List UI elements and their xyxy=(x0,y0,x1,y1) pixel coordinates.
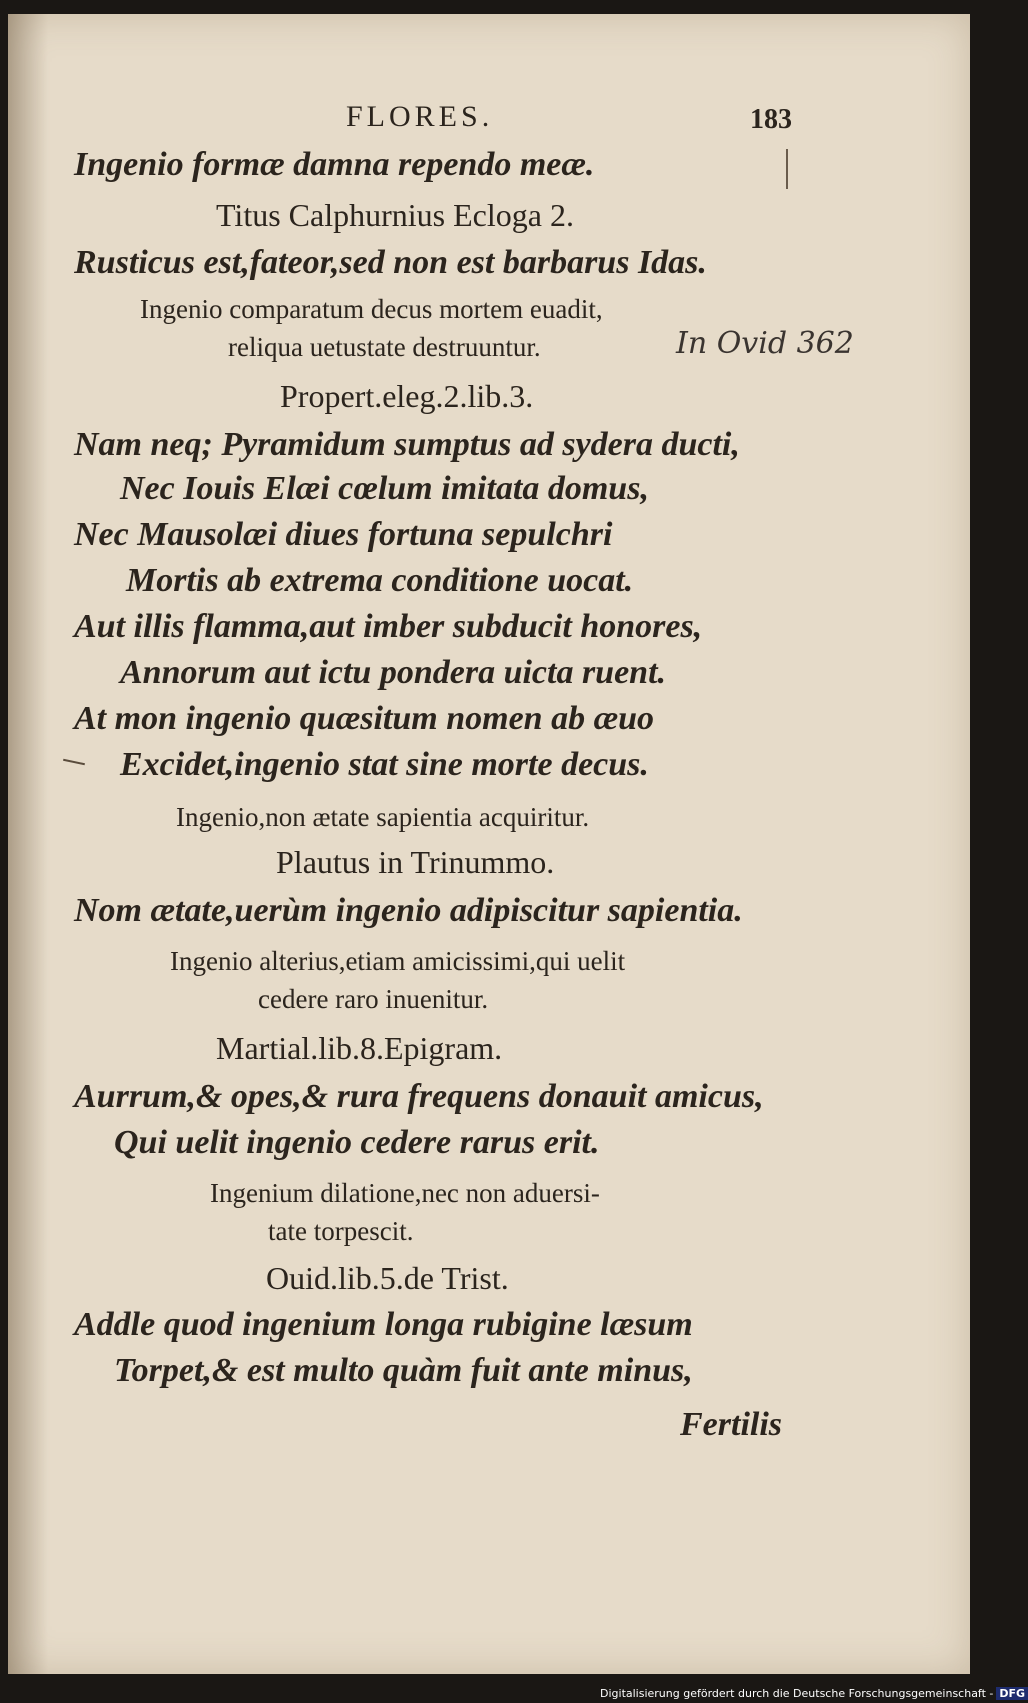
source-heading: Propert.eleg.2.lib.3. xyxy=(280,378,534,414)
text-line: Nam neq; Pyramidum sumptus ad sydera ducti, xyxy=(74,426,740,463)
margin-mark xyxy=(786,149,788,189)
margin-dash xyxy=(63,759,85,766)
book-page xyxy=(8,14,970,1674)
text-line: Addle quod ingenium longa rubigine læsum xyxy=(74,1306,693,1343)
topic-line: tate torpescit. xyxy=(268,1216,414,1246)
text-line: Ingenio formæ damna rependo meæ. xyxy=(74,146,595,183)
running-head: FLORES. xyxy=(346,100,494,133)
text-line: Aut illis flamma,aut imber subducit honores, xyxy=(74,608,703,645)
text-line: Rusticus est,fateor,sed non est barbarus Idas. xyxy=(74,244,707,281)
source-heading: Ouid.lib.5.de Trist. xyxy=(266,1260,509,1296)
handwritten-note: In Ovid 362 xyxy=(676,326,854,361)
text-line: Nec Iouis Elæi cœlum imitata domus, xyxy=(120,470,649,507)
topic-line: Ingenium dilatione,nec non aduersi- xyxy=(210,1178,600,1208)
page-number: 183 xyxy=(750,104,792,135)
digitization-credit xyxy=(600,1687,1026,1700)
topic-line: reliqua uetustate destruuntur. xyxy=(228,332,541,362)
dfg-logo: DFG xyxy=(996,1687,1028,1700)
source-heading: Martial.lib.8.Epigram. xyxy=(216,1030,503,1066)
catchword: Fertilis xyxy=(680,1406,783,1443)
text-line: Annorum aut ictu pondera uicta ruent. xyxy=(120,654,667,691)
topic-line: Ingenio comparatum decus mortem euadit, xyxy=(140,294,603,324)
text-line: Nec Mausolæi diues fortuna sepulchri xyxy=(74,516,613,553)
credit-text: Digitalisierung gefördert durch die Deutsche Forschungsgemeinschaft - xyxy=(600,1687,994,1700)
text-line: Excidet,ingenio stat sine morte decus. xyxy=(120,746,649,783)
text-line: Qui uelit ingenio cedere rarus erit. xyxy=(114,1124,600,1161)
page-gutter-shadow xyxy=(8,14,48,1674)
topic-line: Ingenio,non ætate sapientia acquiritur. xyxy=(176,802,590,832)
text-line: Aurrum,& opes,& rura frequens donauit amicus, xyxy=(74,1078,764,1115)
topic-line: Ingenio alterius,etiam amicissimi,qui uelit xyxy=(170,946,626,976)
source-heading: Plautus in Trinummo. xyxy=(276,844,555,880)
source-heading: Titus Calphurnius Ecloga 2. xyxy=(216,197,574,233)
text-line: Torpet,& est multo quàm fuit ante minus, xyxy=(114,1352,693,1389)
text-line: Mortis ab extrema conditione uocat. xyxy=(126,562,634,599)
text-line: At mon ingenio quæsitum nomen ab æuo xyxy=(74,700,655,737)
text-line: Nom ætate,uerùm ingenio adipiscitur sapientia. xyxy=(74,892,743,929)
topic-line: cedere raro inuenitur. xyxy=(258,984,489,1014)
